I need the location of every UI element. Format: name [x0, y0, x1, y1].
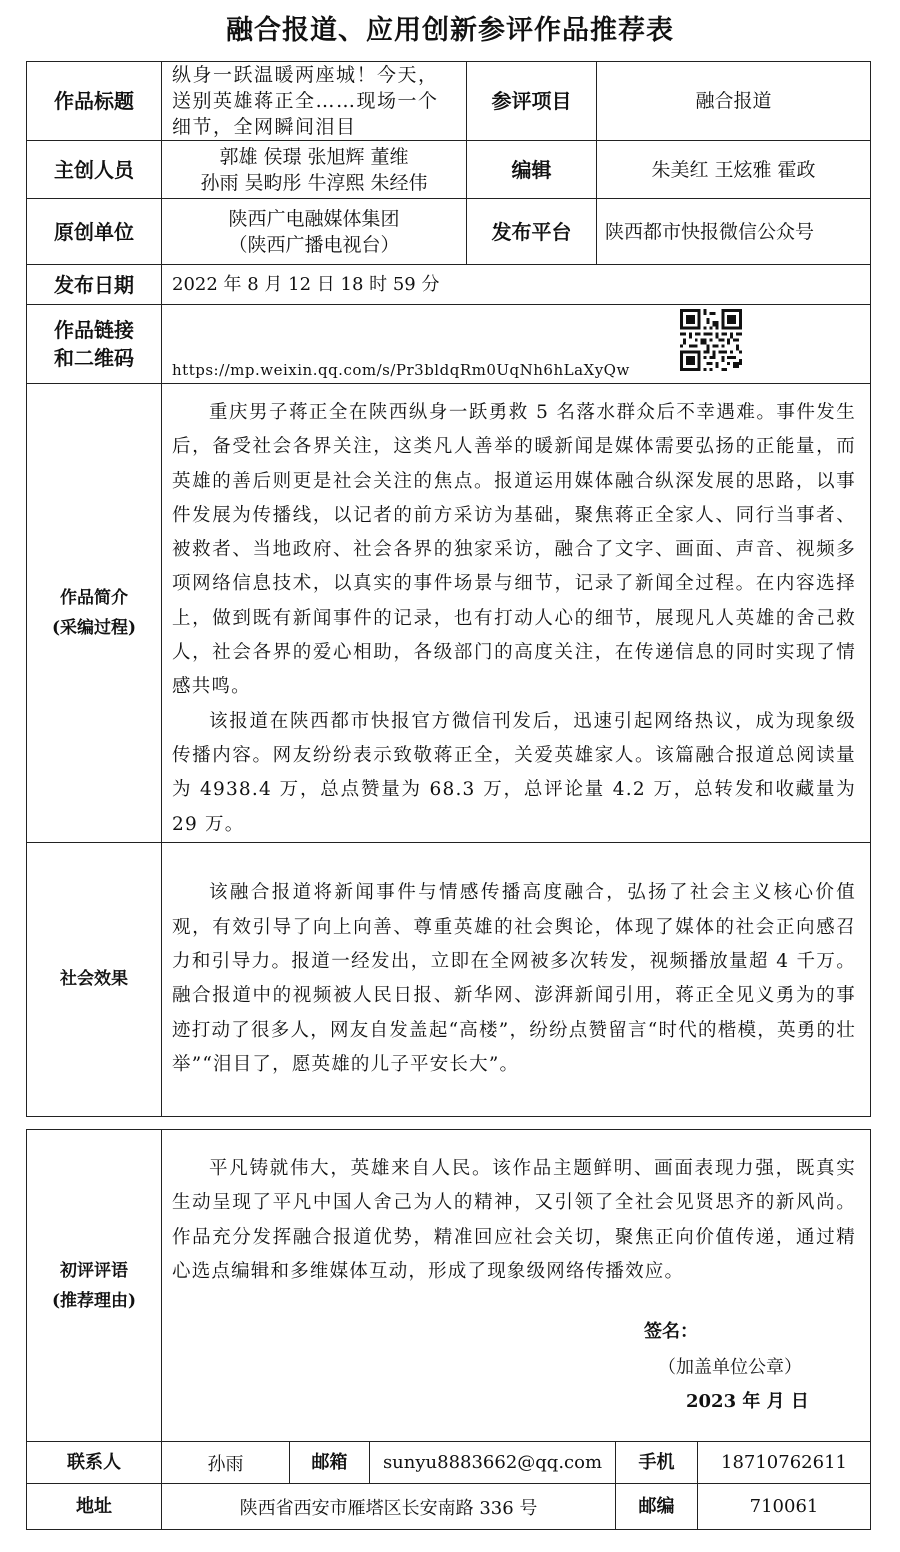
unit-line-2: （陕西广播电视台） [228, 233, 400, 256]
label-review-line-2: (推荐理由) [51, 1290, 137, 1311]
editors-value: 朱美红 王炫雅 霍政 [597, 141, 871, 199]
platform-value: 陕西都市快报微信公众号 [597, 199, 871, 265]
creators-line-2: 孙雨 吴畇彤 牛淳熙 朱经伟 [200, 171, 428, 194]
label-unit: 原创单位 [27, 199, 162, 265]
label-category: 参评项目 [467, 62, 597, 141]
email-value[interactable]: sunyu8883662@qq.com [370, 1442, 616, 1484]
label-intro [27, 384, 162, 843]
label-link-line-1: 作品链接 [54, 318, 134, 342]
unit-value [162, 199, 467, 265]
review-paragraph: 平凡铸就伟大，英雄来自人民。该作品主题鲜明、画面表现力强，既真实生动呈现了平凡中国人舍己为人的精神，又引领了全社会见贤思齐的新风尚。作品充分发挥融合报道优势，精准回应社会关切，聚焦正向价值传递，通过精心选点编辑和多维媒体互动，形成了现象级网络传播效应。 [172, 1158, 856, 1282]
label-link-line-2: 和二维码 [54, 346, 134, 370]
label-contact: 联系人 [27, 1442, 162, 1484]
contact-value: 孙雨 [162, 1442, 290, 1484]
work-link[interactable]: https://mp.weixin.qq.com/s/Pr3bldqRm0UqNh6hLaXyQw [172, 361, 630, 379]
sign-date: 2023 年 月 日 [686, 1391, 809, 1412]
intro-paragraph-2: 该报道在陕西都市快报官方微信刊发后，迅速引起网络热议，成为现象级传播内容。网友纷纷表示致敬蒋正全，关爱英雄家人。该篇融合报道总阅读量为 4938.4 万，总点赞量为 68.3 万，总评论量 4.2 万，总转发和收藏量为 29 万。 [172, 710, 856, 835]
label-effect: 社会效果 [27, 842, 162, 1116]
label-link [27, 305, 162, 384]
postcode-value: 710061 [698, 1484, 871, 1530]
effect-cell [162, 842, 871, 1116]
review-table [26, 1129, 871, 1442]
intro-cell [162, 384, 871, 843]
label-work-title: 作品标题 [27, 62, 162, 141]
seal-note: （加盖单位公章） [658, 1357, 802, 1378]
label-phone: 手机 [616, 1442, 698, 1484]
signature-label: 签名： [644, 1321, 698, 1342]
label-creators: 主创人员 [27, 141, 162, 199]
label-address: 地址 [27, 1484, 162, 1530]
intro-paragraph-1: 重庆男子蒋正全在陕西纵身一跃勇救 5 名落水群众后不幸遇难。事件发生后，备受社会各界关注，这类凡人善举的暖新闻是媒体需要弘扬的正能量，而英雄的善后则更是社会关注的焦点。报道运用媒体融合纵深发展的思路，以事件发展为传播线，以记者的前方采访为基础，聚焦蒋正全家人、同行当事者、被救者、当地政府、社会各界的独家采访，融合了文字、画面、声音、视频多项网络信息技术，以真实的事件场景与细节，记录了新闻全过程。在内容选择上，做到既有新闻事件的记录，也有打动人心的细节，展现凡人英雄的舍己救人，社会各界的爱心相助，各级部门的高度关注，在传递信息的同时实现了情感共鸣。 [172, 402, 856, 698]
main-form-table [26, 61, 871, 1117]
review-cell [162, 1130, 871, 1442]
creators-value [162, 141, 467, 199]
label-postcode: 邮编 [616, 1484, 698, 1530]
effect-paragraph: 该融合报道将新闻事件与情感传播高度融合，弘扬了社会主义核心价值观，有效引导了向上向善、尊重英雄的社会舆论，体现了媒体的社会正向感召力和引导力。报道一经发出，立即在全网被多次转发，视频播放量超 4 千万。融合报道中的视频被人民日报、新华网、澎湃新闻引用，蒋正全见义勇为的事迹打动了很多人，网友自发盖起“高楼”，纷纷点赞留言“时代的楷模，英勇的壮举”“泪目了，愿英雄的儿子平安长大”。 [172, 882, 856, 1075]
work-title-value: 纵身一跃温暖两座城！今天，送别英雄蒋正全……现场一个细节，全网瞬间泪目 [162, 62, 467, 141]
label-intro-line-1: 作品简介 [60, 587, 128, 608]
label-email: 邮箱 [290, 1442, 370, 1484]
link-cell [162, 305, 871, 384]
category-value: 融合报道 [597, 62, 871, 141]
unit-line-1: 陕西广电融媒体集团 [228, 207, 400, 230]
address-value: 陕西省西安市雁塔区长安南路 336 号 [162, 1484, 616, 1530]
label-date: 发布日期 [27, 265, 162, 305]
label-review [27, 1130, 162, 1442]
date-value: 2022 年 8 月 12 日 18 时 59 分 [162, 265, 871, 305]
creators-line-1: 郭雄 侯璟 张旭辉 董维 [219, 145, 409, 168]
contact-table [26, 1441, 871, 1530]
label-editors: 编辑 [467, 141, 597, 199]
label-intro-line-2: (采编过程) [51, 617, 137, 638]
qr-code-icon[interactable] [680, 309, 742, 371]
page-title: 融合报道、应用创新参评作品推荐表 [226, 15, 674, 46]
label-review-line-1: 初评评语 [60, 1260, 128, 1281]
phone-value: 18710762611 [698, 1442, 871, 1484]
label-platform: 发布平台 [467, 199, 597, 265]
